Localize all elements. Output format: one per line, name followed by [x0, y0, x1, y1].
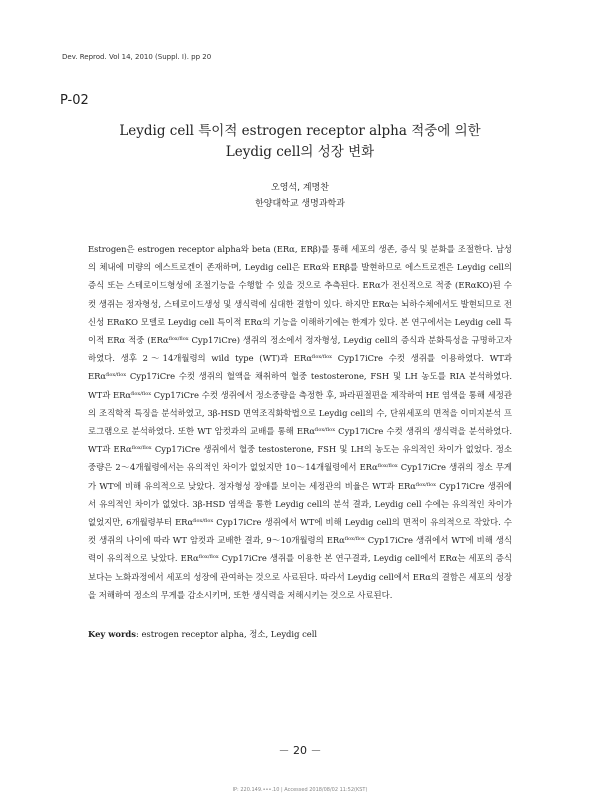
flox-superscript: flox/flox — [106, 372, 127, 379]
abstract-text-3: Cyp17iCre 수컷 생쥐를 이용하였다. WT과 ERα — [88, 353, 512, 382]
flox-superscript: flox/flox — [415, 481, 436, 488]
journal-citation: Dev. Reprod. Vol 14, 2010 (Suppl. I). pp 20 — [62, 53, 212, 61]
abstract-text-11: Cyp17iCre 생쥐에서 WT에 비해 생식력이 유의적으로 낮았다. ERα — [88, 535, 512, 564]
abstract-text-4: Cyp17iCre 수컷 생쥐의 혈액을 채취하여 혈중 testosterone, FSH 및 LH 농도를 RIA 분석하였다. WT과 ERα — [88, 371, 512, 400]
keywords — [88, 628, 512, 640]
paper-title — [70, 121, 530, 163]
abstract-text-9: Cyp17iCre 생쥐에서 유의적인 차이가 없었다. 3β-HSD 염색을 통한 Leydig cell의 분석 결과, Leydig cell 수에는 유의적인 차이가 없었지만, 6개월령부터 ERα — [88, 480, 512, 528]
abstract-body — [88, 240, 512, 604]
abstract-text-8: Cyp17iCre 생쥐의 정소 무게가 WT에 비해 유의적으로 낮았다. 정자형성 장애를 보이는 세정관의 비율은 WT과 ERα — [88, 462, 513, 491]
flox-superscript: flox/flox — [131, 445, 152, 452]
flox-superscript: flox/flox — [198, 554, 219, 561]
access-footer: IP: 220.149.•••.10 | Accessed 2018/08/02 11:52(KST) — [232, 787, 368, 793]
flox-superscript: flox/flox — [193, 518, 214, 525]
abstract-text-5: Cyp17iCre 수컷 생쥐에서 정소중량을 측정한 후, 파라핀절편을 제작하여 HE 염색을 통해 세정관의 조직학적 특징을 분석하였고, 3β-HSD 면역조직화학법으로 Leydig cell의 수, 단위세포의 면적을 이미지분석 프로그램으로 분석하였다. 또한 WT 암컷과의 교배를 통해 ERα — [88, 389, 512, 437]
flox-superscript: flox/flox — [311, 354, 332, 361]
author-affiliation: 한양대학교 생명과학과 — [255, 199, 345, 209]
abstract-text-6: Cyp17iCre 수컷 생쥐의 생식력을 분석하였다. WT과 ERα — [88, 426, 512, 455]
author-names: 오영석, 계명찬 — [271, 183, 329, 193]
abstract-text-10: Cyp17iCre 생쥐에서 WT에 비해 Leydig cell의 면적이 유의적으로 작았다. 수컷 생쥐의 나이에 따라 WT 암컷과 교배한 결과, 9～10개월령의 ERα — [88, 517, 513, 546]
keywords-label: Key words — [88, 629, 136, 639]
abstract-text-7: Cyp17iCre 생쥐에서 혈중 testosterone, FSH 및 LH의 농도는 유의적인 차이가 없었다. 정소 중량은 2～4개월령에서는 유의적인 차이가 없었지만 10～14개월령에서 ERα — [88, 444, 512, 473]
keywords-text: : estrogen receptor alpha, 정소, Leydig cell — [135, 629, 318, 639]
flox-superscript: flox/flox — [344, 536, 365, 543]
flox-superscript: flox/flox — [377, 463, 398, 470]
flox-superscript: flox/flox — [131, 390, 152, 397]
abstract-text-2: Cyp17iCre) 생쥐의 정소에서 정자형성, Leydig cell의 증식과 분화특성을 규명하고자 하였다. 생후 2～14개월령의 wild type (WT)과 ERα — [88, 335, 512, 364]
title-line-1: Leydig cell 특이적 estrogen receptor alpha 적중에 의한 — [119, 123, 481, 139]
flox-superscript: flox/flox — [315, 427, 336, 434]
page-number: － 20 － — [278, 744, 322, 757]
abstract-text-12: Cyp17iCre 생쥐를 이용한 본 연구결과, Leydig cell에서 ERα는 세포의 증식보다는 노화과정에서 세포의 성장에 관여하는 것으로 사료된다. 따라서 Leydig cell에서 ERα의 결함은 세포의 성장을 저해하여 정소의 무게를 감소시키며, 또한 생식력을 저해시키는 것으로 사료된다. — [88, 553, 512, 600]
abstract-text-1: Estrogen은 estrogen receptor alpha와 beta (ERα, ERβ)를 통해 세포의 생존, 증식 및 분화를 조절한다. 남성의 체내에 미량의 에스트로겐이 존재하며, Leydig cell은 ERα와 ERβ를 발현하므로 에스트로겐은 Leydig cell의 증식 또는 스테로이드형성에 조절기능을 수행할 수 있을 것으로 추측된다. ERα가 전신적으로 적중 (ERαKO)된 수컷 생쥐는 정자형성, 스테로이드생성 및 생식력에 심대한 결함이 있다. 하지만 ERα는 뇌하수체에서도 발현되므로 전신성 ERαKO 모델로 Leydig cell 특이적 ERα의 기능을 이해하기에는 한계가 있다. 본 연구에서는 Leydig cell 특이적 ERα 적중 (ERα — [88, 244, 512, 346]
authors-block — [0, 180, 600, 212]
abstract-code: P-02 — [60, 93, 89, 108]
flox-superscript: flox/flox — [168, 336, 189, 343]
title-line-2: Leydig cell의 성장 변화 — [225, 144, 375, 160]
